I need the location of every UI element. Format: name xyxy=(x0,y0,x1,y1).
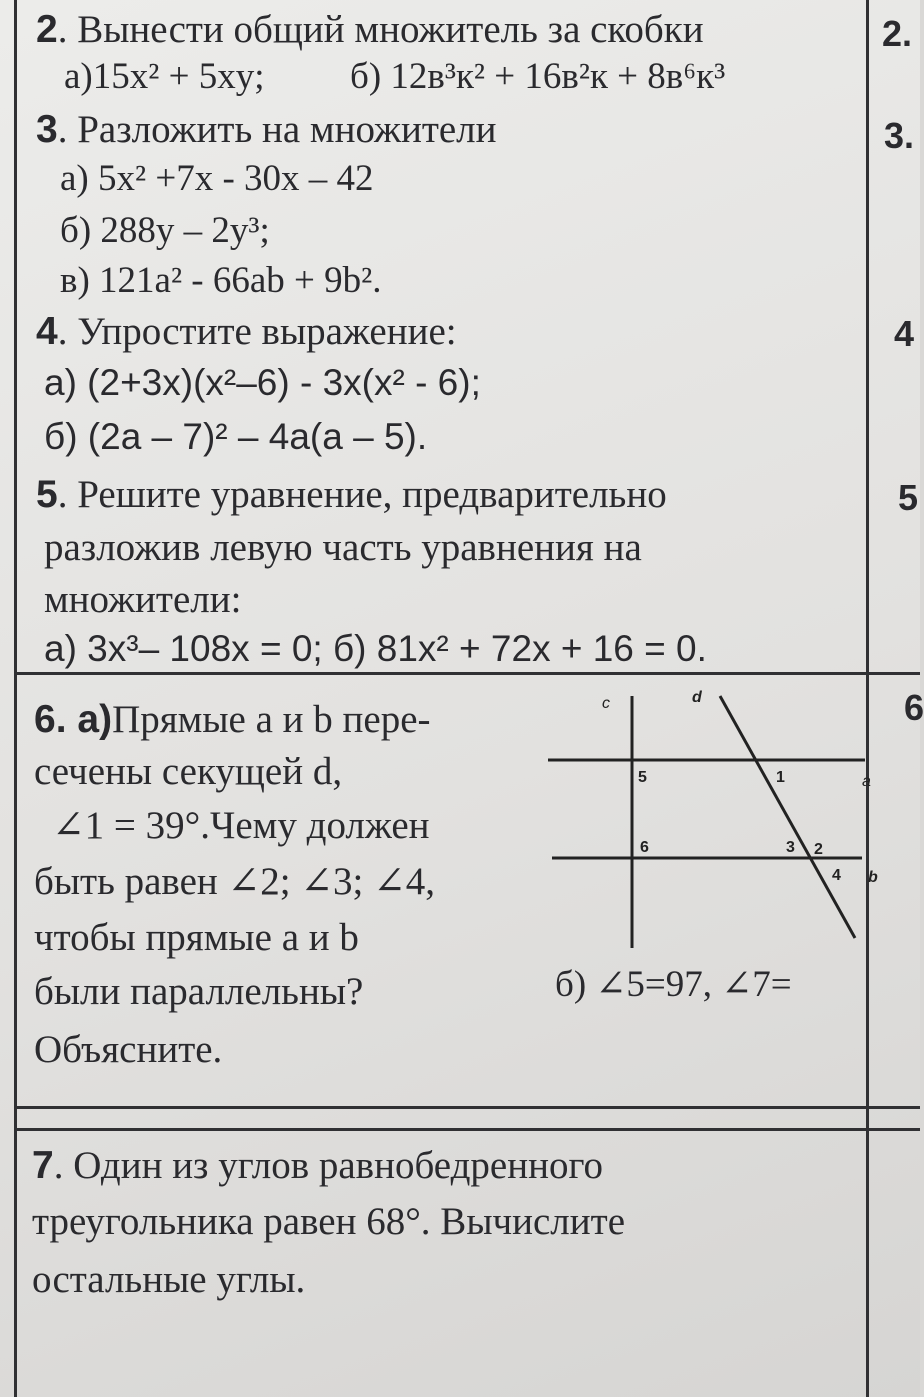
task6-line1: Прямые a и b пере- xyxy=(112,698,431,741)
task6-line7: Объясните. xyxy=(34,1028,223,1071)
parallel-lines-figure xyxy=(540,680,878,960)
label-line-b: b xyxy=(868,869,878,886)
task5-number: 5 xyxy=(36,473,58,516)
task2-title: . Вынести общий множитель за скобки xyxy=(57,8,704,51)
task6-line4: быть равен ∠2; ∠3; ∠4, xyxy=(34,860,436,903)
task5-equations: а) 3x³– 108x = 0; б) 81x² + 72x + 16 = 0. xyxy=(44,628,707,669)
right-col-6: 6 xyxy=(904,687,924,728)
task6-line2: сечены секущей d, xyxy=(34,750,343,793)
right-col-5: 5 xyxy=(898,477,919,518)
task6-a-prefix: . а) xyxy=(55,698,113,741)
angle-label-3: 3 xyxy=(786,839,795,856)
task5-heading xyxy=(36,475,667,514)
task6-heading xyxy=(34,700,431,739)
task4-title: . Упростите выражение: xyxy=(57,310,457,353)
label-line-d: d xyxy=(692,689,702,706)
task5-line1: . Решите уравнение, предварительно xyxy=(57,473,667,516)
right-col-2: 2. xyxy=(882,13,913,54)
task6-b-part: б) ∠5=97, ∠7= xyxy=(555,964,792,1005)
line-d xyxy=(720,696,855,938)
task3-a: а) 5x² +7x - 30x – 42 xyxy=(60,158,374,199)
task3-heading xyxy=(36,110,497,149)
task7-line1: . Один из углов равнобедренного xyxy=(53,1144,603,1187)
task4-a: а) (2+3x)(x²–6) - 3x(x² - 6); xyxy=(44,362,481,403)
angle-label-2: 2 xyxy=(814,841,823,858)
task2-b: б) 12в³к² + 16в²к + 8в⁶к³ xyxy=(350,56,726,97)
label-line-a: a xyxy=(862,773,871,790)
task7-line2: треугольника равен 68°. Вычислите xyxy=(32,1200,625,1243)
angle-label-5: 5 xyxy=(638,769,647,786)
task3-b: б) 288y – 2y³; xyxy=(60,210,270,251)
row-divider-2 xyxy=(14,1106,920,1109)
task7-line3: остальные углы. xyxy=(32,1258,306,1301)
task4-heading xyxy=(36,312,457,351)
row-divider-1 xyxy=(14,672,920,675)
right-col-4: 4 xyxy=(894,313,915,354)
task4-b: б) (2a – 7)² – 4a(a – 5). xyxy=(44,416,428,457)
angle-label-6: 6 xyxy=(640,839,649,856)
right-col-3: 3. xyxy=(884,115,915,156)
task3-c: в) 121a² - 66ab + 9b². xyxy=(60,260,382,301)
angle-label-4: 4 xyxy=(832,867,841,884)
label-line-c: c xyxy=(602,695,610,712)
task2-number: 2 xyxy=(36,8,58,51)
task5-line2: разложив левую часть уравнения на xyxy=(44,526,642,569)
task4-number: 4 xyxy=(36,310,58,353)
angle-label-1: 1 xyxy=(776,769,785,786)
task3-title: . Разложить на множители xyxy=(57,108,497,151)
task5-line3: множители: xyxy=(44,578,242,621)
row-divider-3 xyxy=(14,1128,920,1131)
task6-line3: ∠1 = 39°.Чему должен xyxy=(52,804,430,847)
task7-heading xyxy=(32,1146,603,1185)
left-border xyxy=(14,0,17,1397)
task2-heading xyxy=(36,10,704,49)
task6-number: 6 xyxy=(34,698,56,741)
task3-number: 3 xyxy=(36,108,58,151)
task2-a: а)15x² + 5xy; xyxy=(64,56,265,97)
task6-line6: были параллельны? xyxy=(34,970,364,1013)
task7-number: 7 xyxy=(32,1144,54,1187)
task6-line5: чтобы прямые a и b xyxy=(34,916,359,959)
